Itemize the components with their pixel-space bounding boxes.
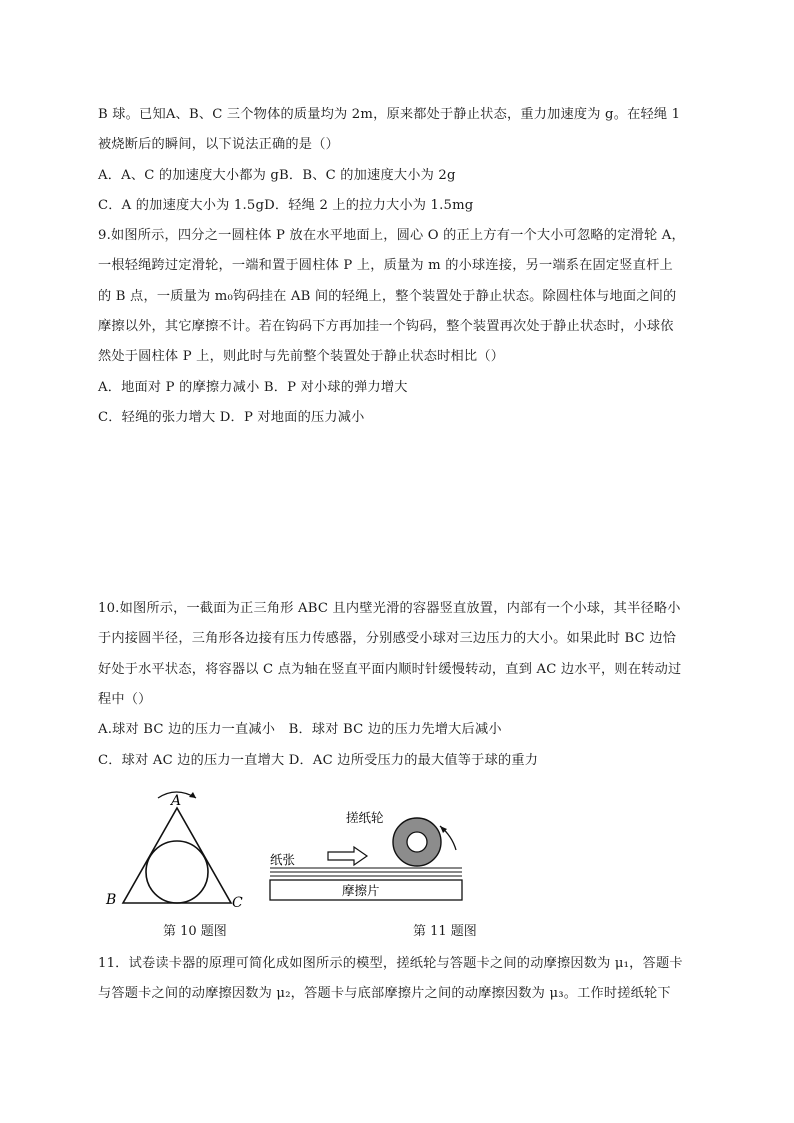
feed-direction-arrow [328,847,367,865]
triangle-abc [123,808,231,903]
figure-10-triangle [100,782,260,912]
q8-options-ab: A．A、C 的加速度大小都为 gB．B、C 的加速度大小为 2g [98,168,456,183]
q9-text-line-3: 的 B 点，一质量为 m₀钩码挂在 AB 间的轻绳上，整个装置处于静止状态。除圆柱体与地面之间的 [98,289,677,304]
figure-11-caption: 第 11 题图 [413,924,477,939]
roller-hub [407,832,427,852]
q10-options-ab: A.球对 BC 边的压力一直减小 B．球对 BC 边的压力先增大后减小 [98,722,502,737]
paper-label: 纸张 [270,852,296,867]
friction-pad-label: 摩擦片 [342,883,380,898]
q9-options-ab: A．地面对 P 的摩擦力减小 B．P 对小球的弹力增大 [98,380,408,395]
q9-text-line-5: 然处于圆柱体 P 上，则此时与先前整个装置处于静止状态时相比（） [98,349,505,364]
q11-text-line-1: 11．试卷读卡器的原理可简化成如图所示的模型，搓纸轮与答题卡之间的动摩擦因数为 μ₁，答题卡 [98,956,683,971]
q10-options-cd: C．球对 AC 边的压力一直增大 D．AC 边所受压力的最大值等于球的重力 [98,753,539,768]
vertex-label-a: A [171,793,182,809]
q11-text-line-2: 与答题卡之间的动摩擦因数为 μ₂，答题卡与底部摩擦片之间的动摩擦因数为 μ₃。工作时搓纸轮下 [98,986,671,1001]
q8-text-line-2: 被烧断后的瞬间，以下说法正确的是（） [98,137,339,152]
q9-text-line-2: 一根轻绳跨过定滑轮，一端和置于圆柱体 P 上，质量为 m 的小球连接，另一端系在固定竖直杆上 [98,258,673,273]
inscribed-ball [146,841,208,903]
roller-label: 搓纸轮 [346,810,384,825]
figure-11-roller [262,800,472,915]
q8-options-cd: C．A 的加速度大小为 1.5gD．轻绳 2 上的拉力大小为 1.5mg [98,198,474,213]
q9-text-line-1: 9.如图所示，四分之一圆柱体 P 放在水平地面上，圆心 O 的正上方有一个大小可忽略的定滑轮 A， [98,228,685,243]
q10-text-line-4: 程中（） [98,692,152,707]
q8-text-line-1: B 球。已知A、B、C 三个物体的质量均为 2m，原来都处于静止状态，重力加速度为 g。在轻绳 1 [98,107,681,122]
vertex-label-b: B [106,892,117,908]
figure-10-caption: 第 10 题图 [163,924,227,939]
q9-options-cd: C．轻绳的张力增大 D．P 对地面的压力减小 [98,410,365,425]
q10-text-line-2: 于内接圆半径，三角形各边接有压力传感器，分别感受小球对三边压力的大小。如果此时 BC 边恰 [98,631,677,646]
q10-text-line-3: 好处于水平状态，将容器以 C 点为轴在竖直平面内顺时针缓慢转动，直到 AC 边水平，则在转动过 [98,662,682,677]
q10-text-line-1: 10.如图所示，一截面为正三角形 ABC 且内壁光滑的容器竖直放置，内部有一个小球，其半径略小 [98,601,681,616]
q9-text-line-4: 摩擦以外，其它摩擦不计。若在钩码下方再加挂一个钩码，整个装置再次处于静止状态时，小球依 [98,319,674,334]
vertex-label-c: C [232,895,243,911]
